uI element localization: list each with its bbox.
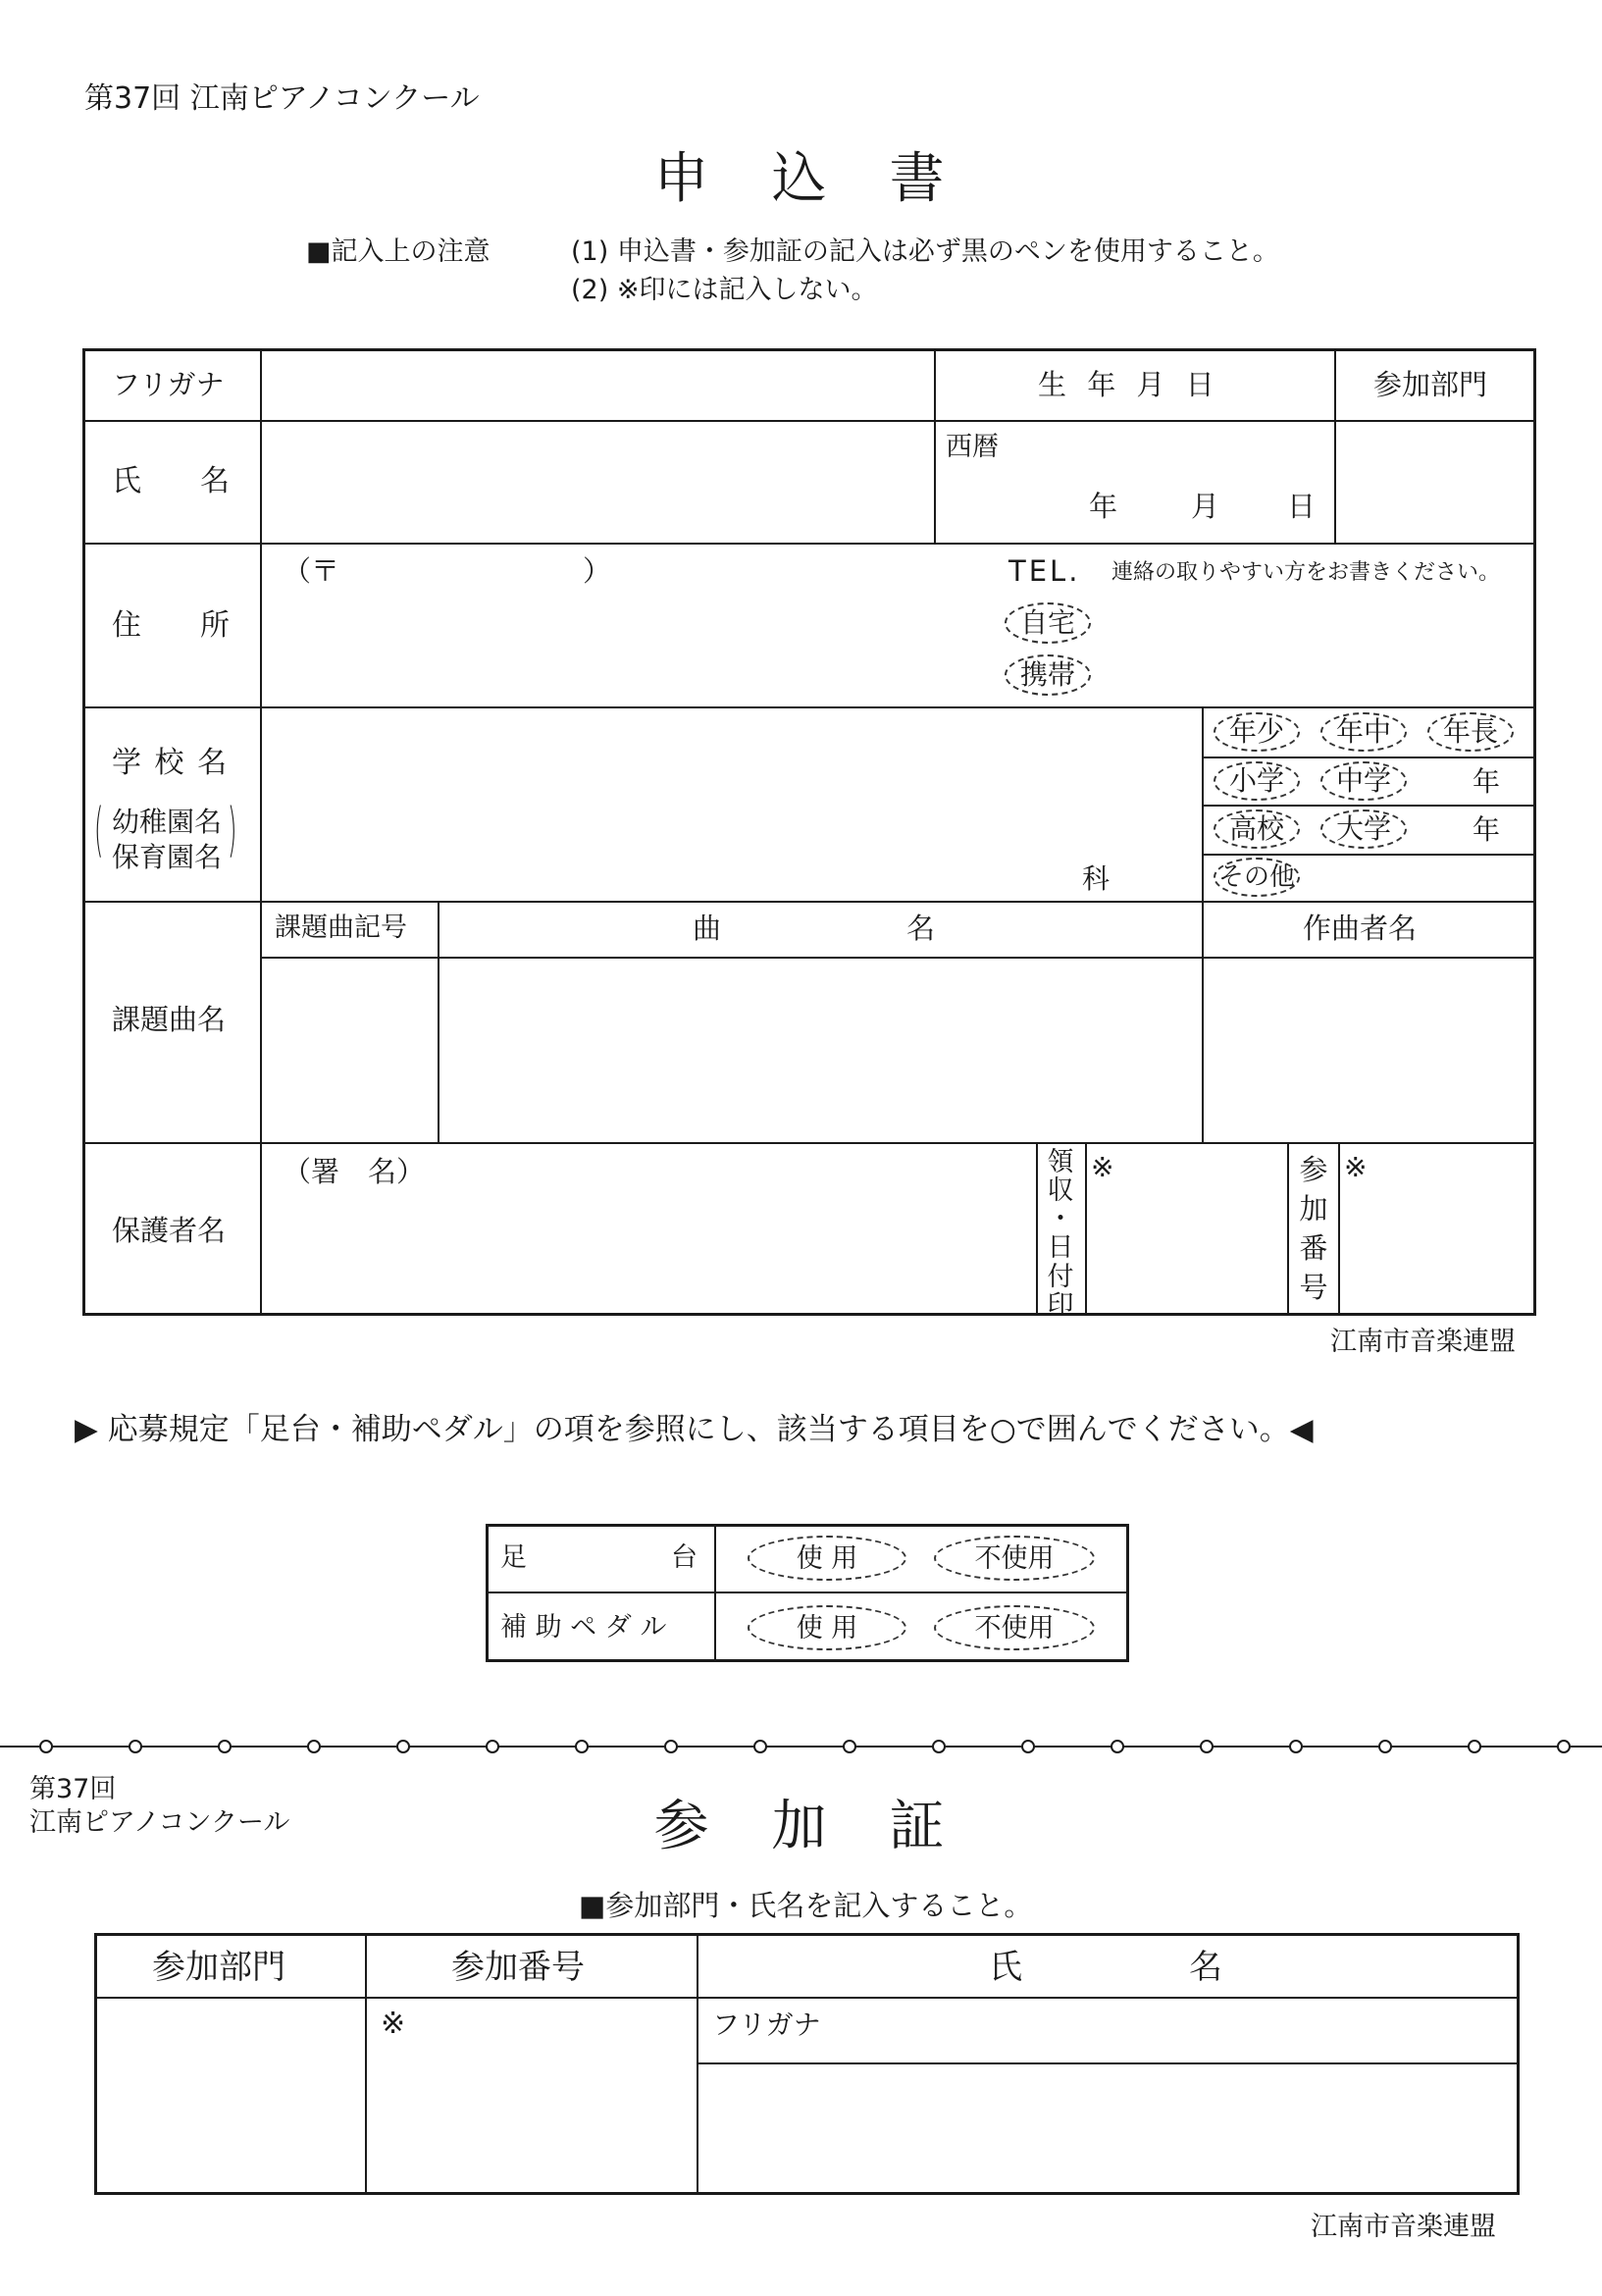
division-field[interactable] [1339, 425, 1531, 539]
office-use-mark: ※ [1091, 1151, 1114, 1183]
card-furigana-label: フリガナ [712, 2009, 821, 2041]
guardian-signature-field[interactable] [265, 1147, 1032, 1310]
division-label: 参加部門 [1373, 368, 1488, 401]
year-label: 年 [1089, 490, 1118, 523]
card-contest-line-1: 第37回 [29, 1774, 117, 1804]
card-federation-name: 江南市音楽連盟 [1311, 2212, 1496, 2242]
piece-label: 課題曲名 [112, 1003, 227, 1036]
office-use-mark: ※ [1344, 1151, 1368, 1183]
tel-label: TEL. [1008, 554, 1081, 588]
day-label: 日 [1287, 490, 1317, 523]
name-field[interactable] [265, 425, 930, 539]
card-division-field[interactable] [100, 2003, 361, 2189]
office-use-mark: ※ [381, 2007, 406, 2041]
card-title: 参 加 証 [653, 1795, 949, 1858]
piece-code-field[interactable] [265, 962, 434, 1138]
address-field[interactable] [265, 548, 991, 703]
notes-heading: ■記入上の注意 [306, 236, 491, 267]
note-2: (2) ※印には記入しない。 [571, 275, 878, 305]
note-1: (1) 申込書・参加証の記入は必ず黒のペンを使用すること。 [571, 236, 1279, 267]
card-note: ■参加部門・氏名を記入すること。 [579, 1889, 1033, 1922]
piece-name-field[interactable] [442, 962, 1198, 1138]
seireki-label: 西暦 [946, 432, 999, 462]
aux-pedal-use-option[interactable]: 使 用 [748, 1605, 906, 1650]
department-label: 科 [1082, 862, 1111, 895]
grade-chugaku[interactable]: 中学 [1320, 761, 1407, 801]
grade-koko[interactable]: 高校 [1214, 809, 1300, 849]
grade-daigaku[interactable]: 大学 [1320, 809, 1407, 849]
grade-shogaku[interactable]: 小学 [1214, 761, 1300, 801]
piece-name-header-2: 名 [906, 912, 936, 945]
month-label: 月 [1191, 490, 1220, 523]
footrest-label-b: 台 [671, 1542, 698, 1573]
piece-code-header: 課題曲記号 [275, 913, 407, 943]
home-phone-oval[interactable]: 自宅 [1005, 602, 1091, 644]
footrest-label-a: 足 [500, 1542, 527, 1573]
grade-year-unit-2: 年 [1473, 813, 1501, 846]
school-sub-label: ( 幼稚園名 保育園名 ) [94, 796, 237, 873]
kindergarten-label: 幼稚園名 [112, 806, 223, 838]
address-label: 住 所 [112, 608, 230, 643]
signature-label: （署 名） [283, 1155, 426, 1188]
name-label: 氏 名 [112, 464, 230, 498]
grade-nenchu[interactable]: 年中 [1320, 712, 1407, 752]
grade-year-unit-1: 年 [1473, 765, 1501, 798]
mobile-phone-oval[interactable]: 携帯 [1005, 654, 1091, 696]
aux-pedal-label: 補 助 ペ ダ ル [500, 1612, 667, 1643]
furigana-label: フリガナ [112, 368, 225, 401]
grade-nensho[interactable]: 年少 [1214, 712, 1300, 752]
card-contest-line-2: 江南ピアノコンクール [29, 1807, 290, 1838]
furigana-field[interactable] [265, 355, 930, 416]
tel-note: 連絡の取りやすい方をお書きください。 [1111, 560, 1501, 585]
card-name-header: 氏 名 [989, 1948, 1222, 1987]
card-name-field[interactable] [702, 2068, 1515, 2190]
school-field[interactable] [265, 711, 1197, 897]
piece-name-header-1: 曲 [693, 912, 722, 945]
postal-open: （〒 [283, 554, 340, 588]
guardian-label: 保護者名 [112, 1214, 227, 1247]
composer-field[interactable] [1207, 962, 1531, 1138]
card-division-header: 参加部門 [152, 1948, 285, 1987]
footrest-use-option[interactable]: 使 用 [748, 1536, 906, 1581]
footrest-not-use-option[interactable]: 不使用 [934, 1536, 1095, 1581]
contest-title: 第37回 江南ピアノコンクール [84, 81, 480, 116]
form-title: 申 込 書 [653, 147, 949, 211]
composer-header: 作曲者名 [1303, 912, 1418, 945]
receipt-date-stamp-label: 領 収 ・ 日 付 印 [1047, 1147, 1074, 1321]
school-label: 学 校 名 [112, 746, 230, 780]
birthdate-label: 生 年 月 日 [1038, 368, 1220, 401]
card-number-header: 参加番号 [451, 1948, 585, 1987]
nursery-label: 保育園名 [112, 841, 223, 873]
federation-name: 江南市音楽連盟 [1330, 1327, 1516, 1357]
cut-line [0, 1735, 1602, 1758]
grade-nencho[interactable]: 年長 [1427, 712, 1514, 752]
aux-pedal-not-use-option[interactable]: 不使用 [934, 1605, 1095, 1650]
pedal-instruction: ▶ 応募規定「足台・補助ペダル」の項を参照にし、該当する項目を○で囲んでください。◀ [75, 1412, 1314, 1447]
postal-close: ） [583, 554, 612, 588]
entry-number-label: 参 加 番 号 [1299, 1153, 1328, 1305]
grade-sonota[interactable]: その他 [1214, 858, 1300, 897]
